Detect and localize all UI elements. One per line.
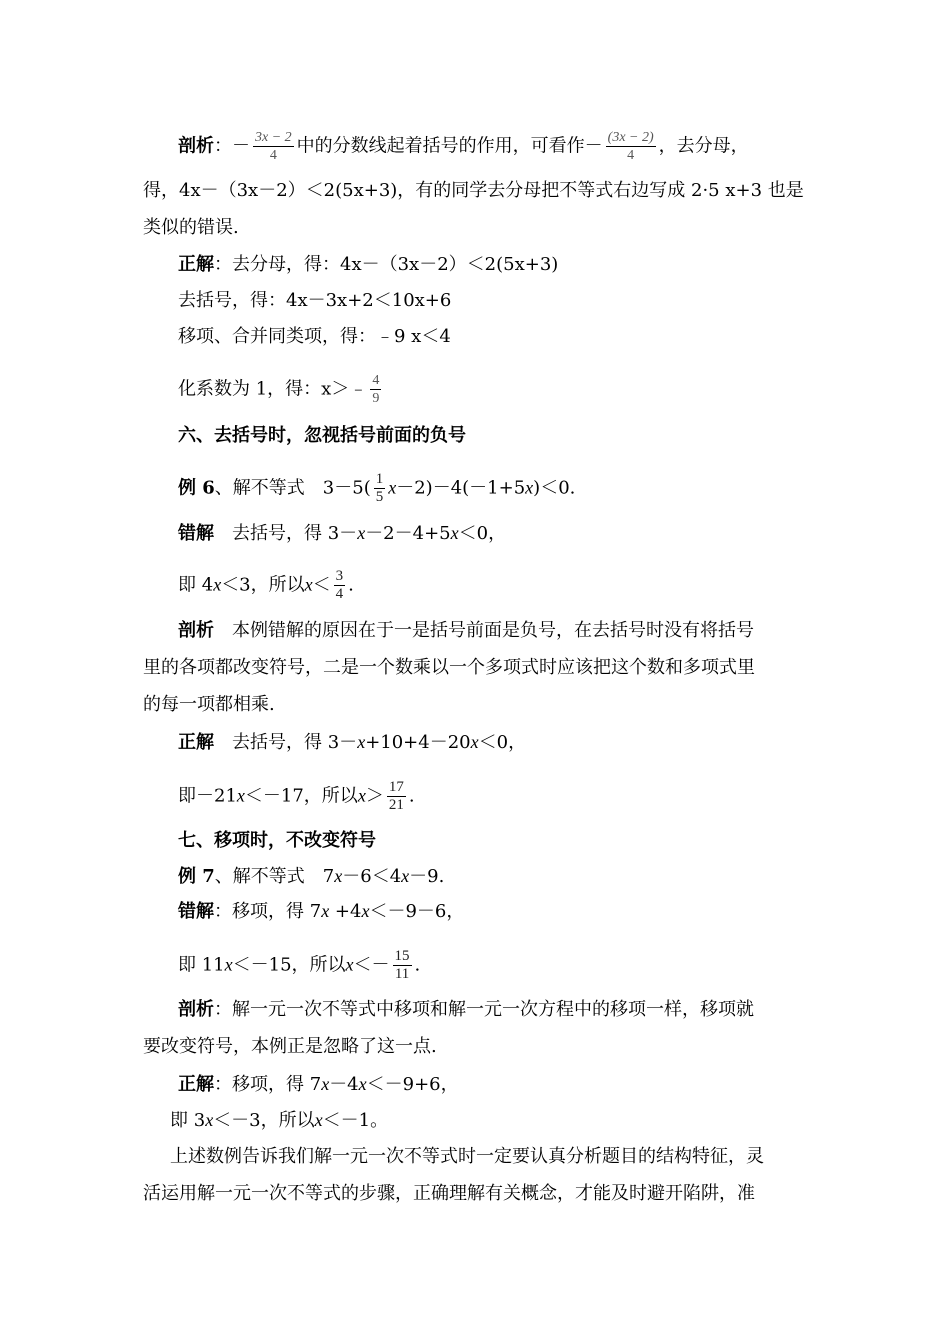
analysis-label: 剖析: [178, 999, 214, 1020]
fraction: $\frac{(3x - 2)}{4}$: [607, 130, 654, 163]
solution-5-line-2: 去括号，得：4x－3x+2＜10x+6: [178, 290, 452, 311]
solution-5-line-1: 正解：去分母，得：4x－（3x－2）＜2(5x+3): [178, 254, 559, 275]
wrong-solution-7-line-1: 错解：移项，得 7x +4x＜－9－6，: [178, 901, 465, 922]
section-heading-6: 六、去括号时，忽视括号前面的负号: [178, 425, 466, 446]
wrong-solution-6-line-1: 错解 去括号，得 3－x－2－4+5x＜0，: [178, 523, 507, 544]
analysis-6-line-2: 里的各项都改变符号，二是一个数乘以一个多项式时应该把这个数和多项式里: [143, 657, 755, 678]
example-6: 例 6、解不等式 3－5( $\frac{1}{5}$ x－2)－4(－1+5x)＜0.: [178, 471, 576, 505]
fraction: $\frac{3}{4}$: [335, 568, 344, 602]
wrong-solution-label: 错解: [178, 901, 214, 922]
analysis-6-line-3: 的每一项都相乘.: [143, 694, 275, 715]
analysis-label: 剖析: [178, 135, 214, 157]
solution-label: 正解: [178, 254, 214, 275]
analysis-6-line-1: 剖析 本例错解的原因在于一是括号前面是负号，在去括号时没有将括号: [178, 620, 754, 641]
solution-7-line-2: 即 3x＜－3，所以x＜－1。: [170, 1110, 389, 1131]
fraction: $\frac{3x - 2}{4}$: [255, 130, 292, 163]
conclusion-line-2: 活运用解一元一次不等式的步骤，正确理解有关概念，才能及时避开陷阱，准: [143, 1183, 755, 1204]
fraction: $\frac{17}{21}$: [388, 779, 404, 813]
analysis-5-line-2: 得，4x－（3x－2）＜2(5x+3)，有的同学去分母把不等式右边写成 2·5 x+3 也是: [143, 180, 804, 201]
wrong-solution-label: 错解: [178, 523, 214, 544]
solution-label: 正解: [178, 732, 214, 753]
solution-6-line-1: 正解 去括号，得 3－x+10+4－20x＜0，: [178, 732, 527, 753]
section-heading-7: 七、移项时，不改变符号: [178, 830, 376, 851]
wrong-solution-7-line-2: 即 11x＜－15，所以x＜－ $\frac{15}{11}$ .: [178, 948, 421, 982]
analysis-7-line-2: 要改变符号，本例正是忽略了这一点.: [143, 1036, 437, 1057]
analysis-7-line-1: 剖析：解一元一次不等式中移项和解一元一次方程中的移项一样，移项就: [178, 999, 754, 1020]
solution-5-line-3: 移项、合并同类项，得：﹣9 x＜4: [178, 326, 451, 347]
analysis-label: 剖析: [178, 620, 214, 641]
analysis-5-line-3: 类似的错误.: [143, 217, 239, 238]
solution-5-line-4: 化系数为 1，得：x＞﹣ $\frac{4}{9}$: [178, 373, 380, 406]
solution-label: 正解: [178, 1074, 214, 1095]
example-label: 例 6: [178, 477, 215, 499]
example-7: 例 7、解不等式 7x－6＜4x－9.: [178, 866, 445, 887]
solution-7-line-1: 正解：移项，得 7x－4x＜－9+6，: [178, 1074, 459, 1095]
example-label: 例 7: [178, 866, 215, 887]
conclusion-line-1: 上述数例告诉我们解一元一次不等式时一定要认真分析题目的结构特征，灵: [170, 1146, 764, 1167]
fraction: $\frac{15}{11}$: [394, 948, 410, 982]
analysis-5-line-1: 剖析：－ $\frac{3x - 2}{4}$ 中的分数线起着括号的作用，可看作－ $\frac{(3x - 2)}{4}$ ，去分母，: [178, 130, 749, 163]
fraction: $\frac{1}{5}$: [375, 471, 384, 505]
fraction: $\frac{4}{9}$: [372, 373, 380, 406]
solution-6-line-2: 即－21x＜－17，所以x＞ $\frac{17}{21}$ .: [178, 779, 415, 813]
wrong-solution-6-line-2: 即 4x＜3，所以x＜ $\frac{3}{4}$ .: [178, 568, 354, 602]
